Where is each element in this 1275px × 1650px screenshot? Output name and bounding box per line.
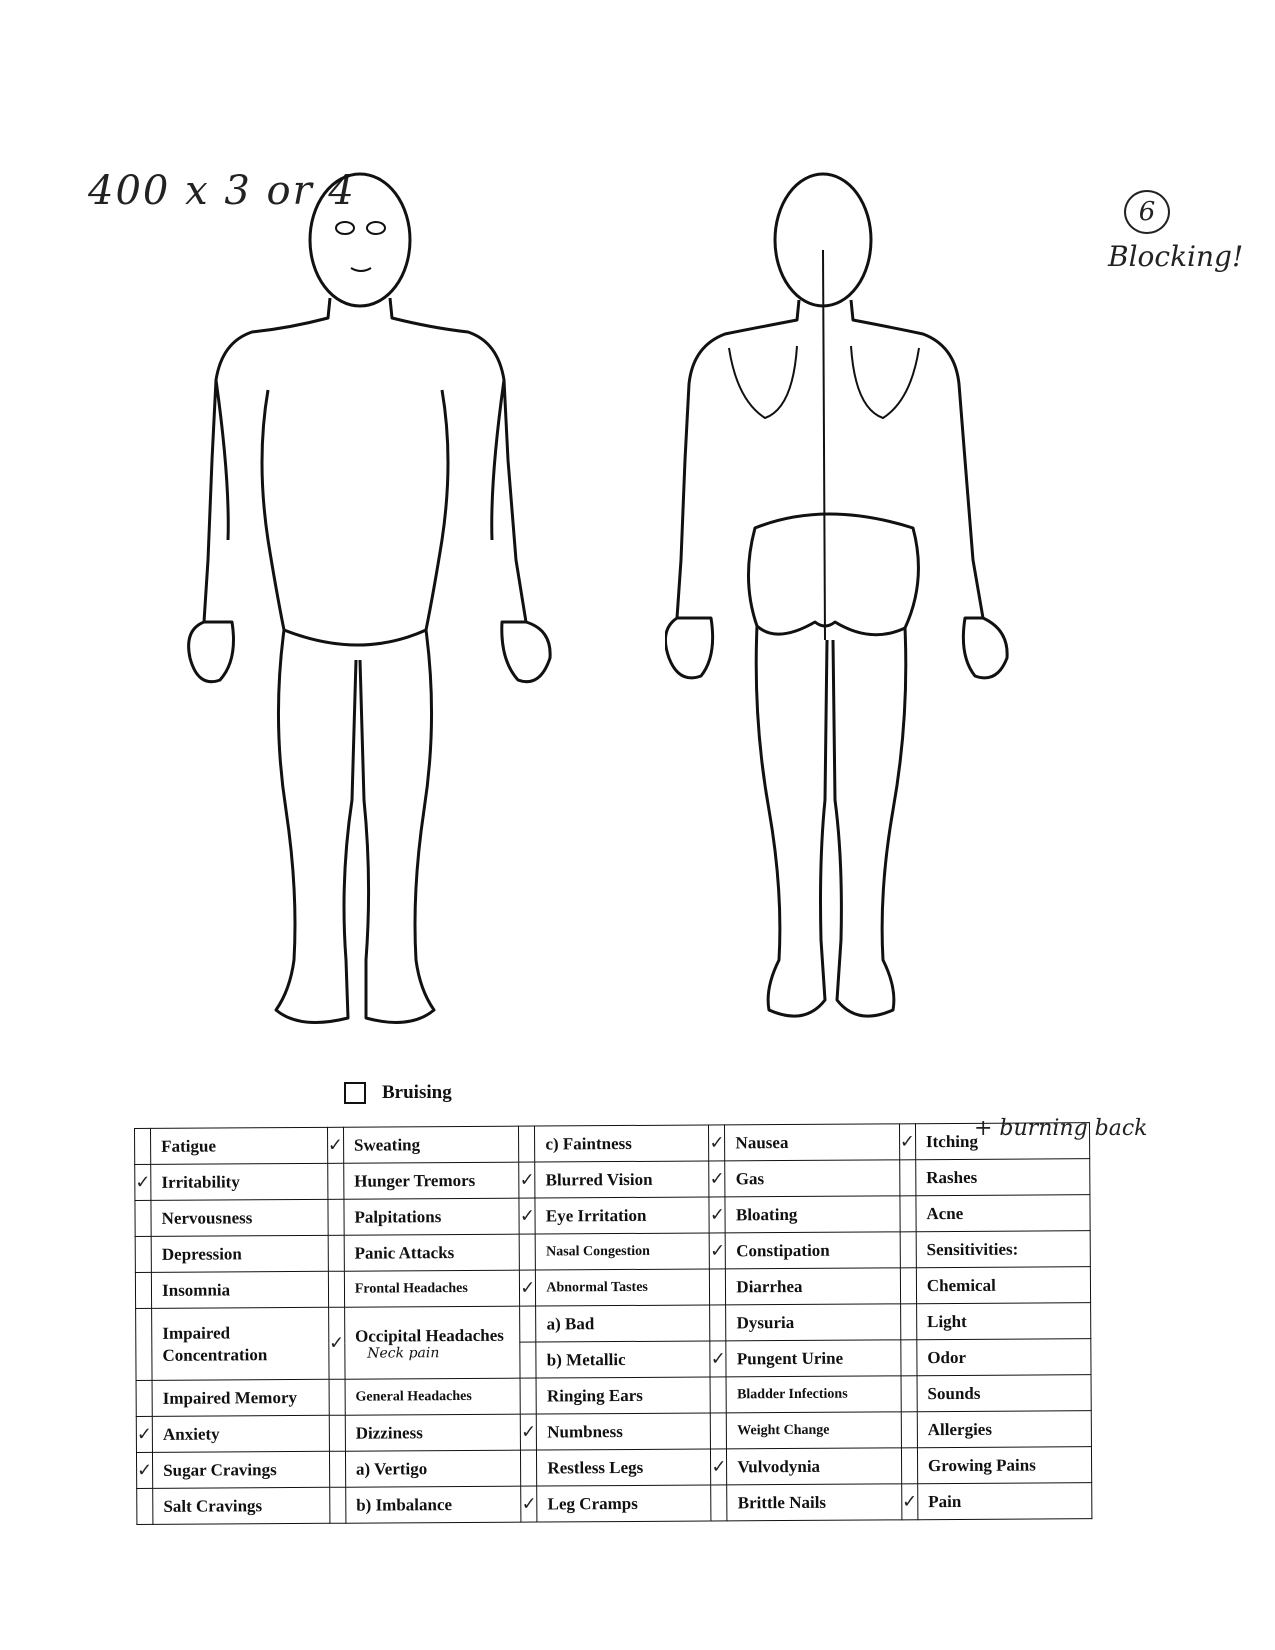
symptom-pain: Pain bbox=[918, 1483, 1092, 1520]
symptom-impaired-memory: Impaired Memory bbox=[152, 1379, 329, 1416]
checkbox-irritability[interactable]: ✓ bbox=[135, 1164, 151, 1200]
checkbox-salt-cravings[interactable] bbox=[137, 1488, 153, 1524]
symptom-anxiety: Anxiety bbox=[152, 1415, 329, 1452]
checkbox-anxiety[interactable]: ✓ bbox=[136, 1416, 152, 1452]
symptom-restless-legs: Restless Legs bbox=[537, 1449, 711, 1486]
symptom-rashes: Rashes bbox=[916, 1159, 1090, 1196]
checkbox-numbness[interactable]: ✓ bbox=[520, 1414, 536, 1450]
symptom-panic-attacks: Panic Attacks bbox=[344, 1234, 520, 1271]
checkbox-impaired-memory[interactable] bbox=[136, 1380, 152, 1416]
symptom-occipital-headaches-cell bbox=[344, 1306, 520, 1379]
checkbox-ringing-ears[interactable] bbox=[520, 1378, 536, 1414]
table-row bbox=[135, 1159, 1090, 1201]
checkbox-fatigue[interactable] bbox=[135, 1128, 151, 1164]
checkbox-bladder-infections[interactable] bbox=[710, 1377, 726, 1413]
symptom-light: Light bbox=[916, 1303, 1090, 1340]
symptom-sweating: Sweating bbox=[343, 1126, 519, 1163]
checkbox-sounds[interactable] bbox=[901, 1376, 917, 1412]
symptom-gas: Gas bbox=[725, 1160, 900, 1197]
checkbox-eye-irritation[interactable]: ✓ bbox=[519, 1198, 535, 1234]
checkbox-impaired-concentration[interactable] bbox=[136, 1308, 153, 1380]
checkbox-vulvodynia[interactable]: ✓ bbox=[711, 1449, 727, 1485]
symptom-diarrhea: Diarrhea bbox=[726, 1268, 901, 1305]
checkbox-occipital-headaches[interactable]: ✓ bbox=[328, 1307, 345, 1379]
symptom-insomnia: Insomnia bbox=[151, 1271, 328, 1308]
checkbox-abnormal-tastes[interactable]: ✓ bbox=[520, 1270, 536, 1306]
table-row bbox=[136, 1303, 1091, 1345]
handwritten-itching-note: + burning back bbox=[974, 1116, 1148, 1141]
table-row bbox=[136, 1375, 1091, 1417]
symptom-allergies: Allergies bbox=[917, 1411, 1091, 1448]
table-row bbox=[135, 1267, 1090, 1309]
checkbox-nervousness[interactable] bbox=[135, 1200, 151, 1236]
checkbox-odor[interactable] bbox=[901, 1340, 917, 1376]
table-row bbox=[136, 1447, 1091, 1489]
front-body-diagram bbox=[180, 160, 600, 1040]
checkbox-acne[interactable] bbox=[900, 1196, 916, 1232]
checkbox-palpitations[interactable] bbox=[328, 1199, 344, 1235]
symptom-checklist-table bbox=[134, 1122, 1092, 1525]
symptom-faintness: c) Faintness bbox=[535, 1125, 709, 1162]
checkbox-hunger-tremors[interactable] bbox=[327, 1163, 343, 1199]
checkbox-brittle-nails[interactable] bbox=[711, 1485, 727, 1521]
table-row bbox=[135, 1123, 1090, 1165]
symptom-sensitivities: Sensitivities: bbox=[916, 1231, 1090, 1268]
checkbox-chemical[interactable] bbox=[900, 1268, 916, 1304]
table-row bbox=[135, 1231, 1090, 1273]
symptom-palpitations: Palpitations bbox=[344, 1198, 520, 1235]
checkbox-pain[interactable]: ✓ bbox=[901, 1484, 917, 1520]
checkbox-allergies[interactable] bbox=[901, 1412, 917, 1448]
checkbox-frontal-headaches[interactable] bbox=[328, 1271, 344, 1307]
checkbox-metallic[interactable] bbox=[520, 1342, 536, 1378]
table-row bbox=[136, 1411, 1091, 1453]
checkbox-nasal-congestion[interactable] bbox=[519, 1234, 535, 1270]
table-row bbox=[137, 1483, 1092, 1525]
checkbox-general-headaches[interactable] bbox=[329, 1379, 345, 1415]
symptom-fatigue: Fatigue bbox=[151, 1127, 328, 1164]
symptom-weight-change: Weight Change bbox=[727, 1412, 902, 1449]
handwritten-occipital-note: Neck pain bbox=[367, 1344, 440, 1362]
symptom-nausea: Nausea bbox=[725, 1124, 900, 1161]
symptom-numbness: Numbness bbox=[537, 1413, 711, 1450]
checkbox-sensitivities[interactable] bbox=[900, 1232, 916, 1268]
symptom-occipital-headaches: Occipital Headaches bbox=[355, 1325, 504, 1346]
checkbox-depression[interactable] bbox=[135, 1236, 151, 1272]
checkbox-light[interactable] bbox=[900, 1304, 916, 1340]
checkbox-gas[interactable]: ✓ bbox=[709, 1161, 725, 1197]
symptom-salt-cravings: Salt Cravings bbox=[153, 1487, 330, 1524]
symptom-abnormal-tastes: Abnormal Tastes bbox=[536, 1269, 710, 1306]
checkbox-dizziness[interactable] bbox=[329, 1415, 345, 1451]
symptom-hunger-tremors: Hunger Tremors bbox=[344, 1162, 520, 1199]
symptom-bladder-infections: Bladder Infections bbox=[726, 1376, 901, 1413]
symptom-brittle-nails: Brittle Nails bbox=[727, 1484, 902, 1521]
checkbox-itching[interactable]: ✓ bbox=[899, 1124, 915, 1160]
symptom-sounds: Sounds bbox=[917, 1375, 1091, 1412]
symptom-sugar-cravings: Sugar Cravings bbox=[153, 1451, 330, 1488]
checkbox-rashes[interactable] bbox=[899, 1160, 915, 1196]
symptom-vertigo: a) Vertigo bbox=[345, 1450, 521, 1487]
checkbox-restless-legs[interactable] bbox=[521, 1450, 537, 1486]
handwritten-circled-number: 6 bbox=[1124, 190, 1170, 234]
checkbox-bad[interactable] bbox=[520, 1306, 536, 1342]
bruising-label: Bruising bbox=[382, 1082, 452, 1103]
symptom-depression: Depression bbox=[151, 1235, 328, 1272]
table-row bbox=[135, 1195, 1090, 1237]
checkbox-growing-pains[interactable] bbox=[901, 1448, 917, 1484]
checkbox-insomnia[interactable] bbox=[135, 1272, 151, 1308]
checkbox-sweating[interactable]: ✓ bbox=[327, 1127, 343, 1163]
symptom-blurred-vision: Blurred Vision bbox=[535, 1161, 709, 1198]
symptom-ringing-ears: Ringing Ears bbox=[536, 1377, 710, 1414]
symptom-odor: Odor bbox=[917, 1339, 1091, 1376]
checkbox-nausea[interactable]: ✓ bbox=[709, 1125, 725, 1161]
checkbox-sugar-cravings[interactable]: ✓ bbox=[136, 1452, 152, 1488]
checkbox-vertigo[interactable] bbox=[329, 1451, 345, 1487]
checkbox-faintness[interactable] bbox=[519, 1126, 535, 1162]
symptom-chemical: Chemical bbox=[916, 1267, 1090, 1304]
bruising-legend bbox=[344, 1082, 452, 1104]
checkbox-dysuria[interactable] bbox=[710, 1305, 726, 1341]
symptom-itching: Itching bbox=[915, 1123, 1089, 1160]
symptom-growing-pains: Growing Pains bbox=[917, 1447, 1091, 1484]
symptom-bloating: Bloating bbox=[725, 1196, 900, 1233]
symptom-vulvodynia: Vulvodynia bbox=[727, 1448, 902, 1485]
symptom-pungent-urine: Pungent Urine bbox=[726, 1340, 901, 1377]
back-body-diagram bbox=[665, 160, 1085, 1040]
symptom-leg-cramps: Leg Cramps bbox=[537, 1485, 711, 1522]
symptom-eye-irritation: Eye Irritation bbox=[535, 1197, 709, 1234]
handwritten-dosage-note: 400 x 3 or 4 bbox=[88, 168, 356, 214]
symptom-dysuria: Dysuria bbox=[726, 1304, 901, 1341]
checkbox-blurred-vision[interactable]: ✓ bbox=[519, 1162, 535, 1198]
checkbox-leg-cramps[interactable]: ✓ bbox=[521, 1486, 537, 1522]
symptom-dizziness: Dizziness bbox=[345, 1414, 521, 1451]
symptom-nasal-congestion: Nasal Congestion bbox=[535, 1233, 709, 1270]
symptom-impaired-concentration: Impaired Concentration bbox=[152, 1307, 329, 1380]
symptom-general-headaches: General Headaches bbox=[345, 1378, 521, 1415]
checkbox-constipation[interactable]: ✓ bbox=[709, 1233, 725, 1269]
checkbox-pungent-urine[interactable]: ✓ bbox=[710, 1341, 726, 1377]
symptom-constipation: Constipation bbox=[726, 1232, 901, 1269]
symptom-irritability: Irritability bbox=[151, 1163, 328, 1200]
bruising-checkbox[interactable] bbox=[344, 1082, 366, 1104]
symptom-acne: Acne bbox=[916, 1195, 1090, 1232]
checkbox-diarrhea[interactable] bbox=[710, 1269, 726, 1305]
checkbox-imbalance[interactable] bbox=[329, 1487, 345, 1523]
symptom-metallic: b) Metallic bbox=[536, 1341, 710, 1378]
symptom-imbalance: b) Imbalance bbox=[346, 1486, 522, 1523]
checkbox-bloating[interactable]: ✓ bbox=[709, 1197, 725, 1233]
symptom-nervousness: Nervousness bbox=[151, 1199, 328, 1236]
symptom-frontal-headaches: Frontal Headaches bbox=[344, 1270, 520, 1307]
checkbox-weight-change[interactable] bbox=[711, 1413, 727, 1449]
handwritten-blocking-note: Blocking! bbox=[1108, 240, 1244, 273]
checkbox-panic-attacks[interactable] bbox=[328, 1235, 344, 1271]
symptom-bad: a) Bad bbox=[536, 1305, 710, 1342]
